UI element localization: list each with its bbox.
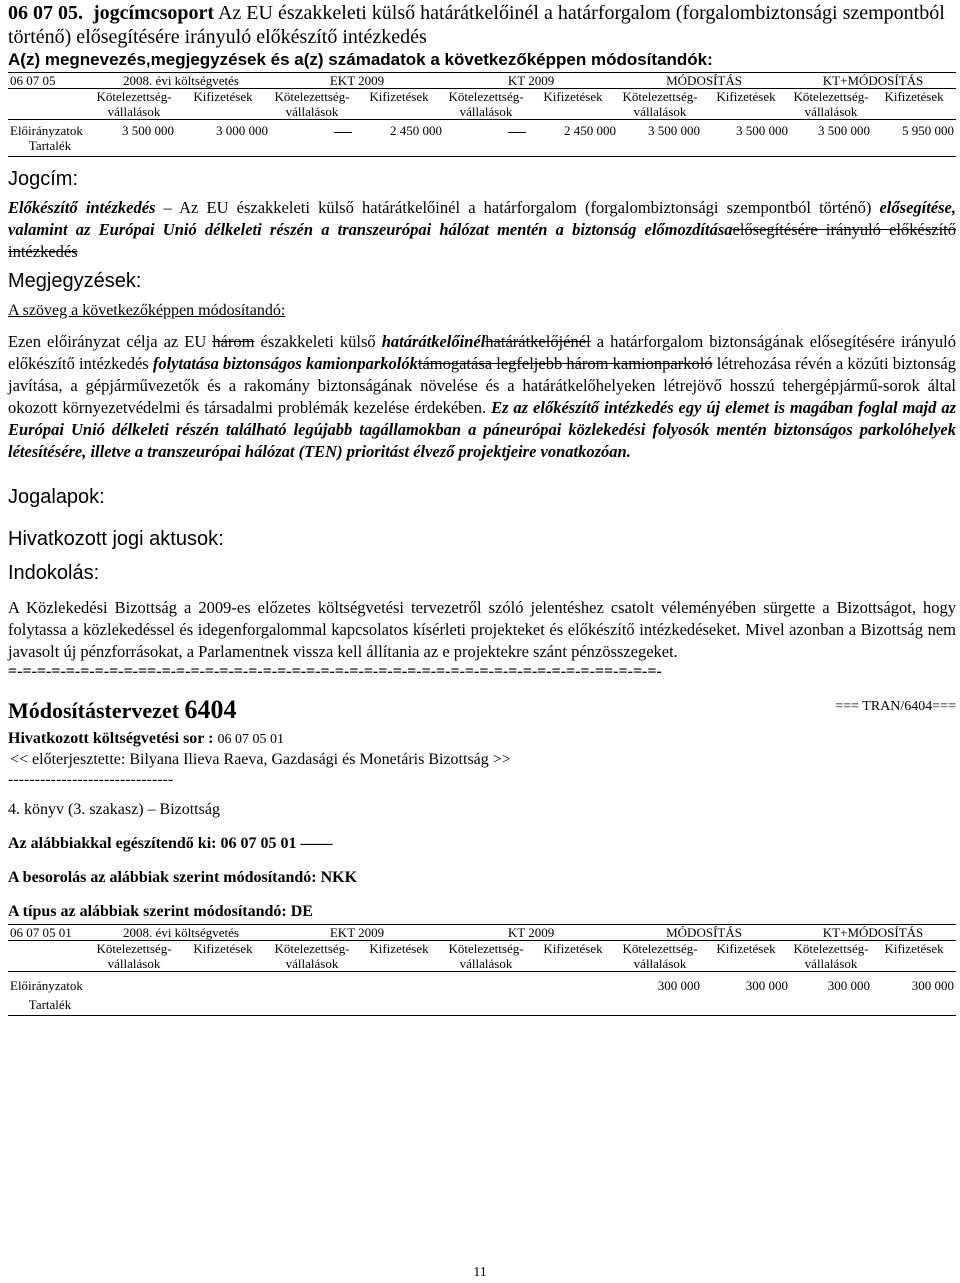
sub-header-payments: Kifizetések bbox=[193, 941, 253, 956]
section-jogalapok: Jogalapok: bbox=[8, 486, 105, 508]
type-line: A típus az alábbiak szerint módosítandó: DE bbox=[8, 903, 313, 920]
remarks-part: a határforgalom biztonságának elősegítésére irányuló előkészítő intézkedés bbox=[8, 332, 956, 373]
dash-cell bbox=[270, 120, 354, 139]
col-group-ktmod: KT+MÓDOSÍTÁS bbox=[790, 73, 956, 89]
heading-code: 06 07 05. bbox=[8, 2, 83, 24]
value-cell: 300 000 bbox=[827, 978, 871, 993]
sub-header-commitments: Kötelezettség-vállalások bbox=[96, 89, 172, 119]
remarks-part: létrehozása révén a közúti biztonság javítása, a gépjárművezetők és a rakomány biztonságának növelése és a határátkelőhelyeken létrejövő hosszú tehergépjármű-sorok által okozott környezetvédelmi és társadalmi problémák kezelése érdekében. bbox=[8, 354, 956, 417]
sub-header-commitments: Kötelezettség-vállalások bbox=[622, 941, 698, 971]
heading-subtitle: A(z) megnevezés,megjegyzések és a(z) számadatok a következőképpen módosítandók: bbox=[8, 50, 713, 69]
sub-header-commitments: Kötelezettség-vállalások bbox=[96, 941, 172, 971]
sub-header-payments: Kifizetések bbox=[543, 941, 603, 956]
sub-header-payments: Kifizetések bbox=[369, 89, 429, 104]
book-section: 4. könyv (3. szakasz) – Bizottság bbox=[8, 801, 220, 818]
section-hivatkozott: Hivatkozott jogi aktusok: bbox=[8, 528, 224, 550]
sub-header-payments: Kifizetések bbox=[884, 941, 944, 956]
page-number: 11 bbox=[473, 1265, 487, 1280]
heading-title-bold: jogcímcsoport bbox=[93, 2, 215, 24]
col-group-ktmod: KT+MÓDOSÍTÁS bbox=[822, 925, 924, 940]
remarks-added: határátkelőinél bbox=[381, 332, 486, 351]
col-group-ekt: EKT 2009 bbox=[270, 73, 444, 89]
col-group-mod: MÓDOSÍTÁS bbox=[618, 73, 790, 89]
amendment-ref: === TRAN/6404=== bbox=[835, 699, 956, 714]
jogcim-added-text: elősegítése, valamint az Európai Unió délkeleti részén a transzeurópai hálózat mentén a biztonság előmozdítása bbox=[8, 198, 956, 239]
value-cell: 3 500 000 bbox=[122, 123, 174, 138]
amendment-number: 6404 bbox=[184, 695, 237, 724]
sub-header-payments: Kifizetések bbox=[543, 89, 603, 104]
sub-header-commitments: Kötelezettség-vállalások bbox=[274, 89, 350, 119]
col-group-kt: KT 2009 bbox=[444, 73, 618, 89]
col-group-mod: MÓDOSÍTÁS bbox=[666, 925, 742, 940]
value-cell: 3 500 000 bbox=[648, 123, 701, 138]
row-label-appropriations: Előirányzatok bbox=[10, 123, 83, 138]
table2-line-code: 06 07 05 01 bbox=[10, 925, 72, 940]
remarks-deleted: három bbox=[212, 332, 255, 351]
col-group-ekt: EKT 2009 bbox=[329, 925, 385, 940]
remarks-part: Ezen előirányzat célja az EU bbox=[8, 332, 213, 351]
remarks-intro: A szöveg a következőképpen módosítandó: bbox=[8, 302, 286, 319]
jogcim-normal: – Az EU északkeleti külső határátkelőinél a határforgalom (forgalombiztonsági szempontból történő) bbox=[155, 198, 880, 217]
budget-table-1 bbox=[8, 72, 956, 157]
budget-line-ref bbox=[8, 729, 956, 750]
row-label-reserve: Tartalék bbox=[28, 138, 72, 153]
budget-line-value: 06 07 05 01 bbox=[217, 732, 284, 747]
jogcim-text bbox=[8, 197, 956, 263]
col-group-2008: 2008. évi költségvetés bbox=[92, 73, 270, 89]
budget-item-heading bbox=[8, 0, 956, 49]
amendment-title: Módosítástervezet 6404 bbox=[8, 695, 237, 724]
value-cell: 3 000 000 bbox=[216, 123, 268, 138]
sub-header-commitments: Kötelezettség-vállalások bbox=[448, 89, 524, 119]
value-cell: 3 500 000 bbox=[818, 123, 871, 138]
remarks-deleted: határátkelőjénél bbox=[485, 332, 591, 351]
heading-title: Az EU északkeleti külső határátkelőinél a határforgalom (forgalombiztonsági szempontból történő) elősegítésére irányuló előkészítő intézkedés bbox=[8, 2, 945, 48]
dash-line: ------------------------------- bbox=[8, 771, 174, 788]
sub-header-commitments: Kötelezettség-vállalások bbox=[622, 89, 698, 119]
sub-header-payments: Kifizetések bbox=[716, 941, 776, 956]
section-jogcim: Jogcím: bbox=[8, 168, 79, 190]
row-label-appropriations: Előirányzatok bbox=[10, 978, 83, 993]
remarks-part: északkeleti külső bbox=[254, 332, 382, 351]
row-label-reserve: Tartalék bbox=[28, 997, 72, 1012]
value-cell: 2 450 000 bbox=[390, 123, 443, 138]
section-megjegyzesek: Megjegyzések: bbox=[8, 270, 142, 292]
sub-header-commitments: Kötelezettség-vállalások bbox=[793, 89, 869, 119]
section-indokolas: Indokolás: bbox=[8, 562, 100, 584]
remarks-added: Ez az előkészítő intézkedés egy új elemet is magában foglal majd az Európai Unió délkeleti részén található legújabb tagállamokban a páneurópai közlekedési folyosók mentén biztonságos parkolóhelyek létesítésére, illetve a transzeurópai hálózat (TEN) prioritást élvező projektjeire vonatkozóan. bbox=[8, 398, 956, 461]
remarks-text bbox=[8, 331, 956, 463]
value-cell: 300 000 bbox=[911, 978, 955, 993]
amendment-header bbox=[8, 695, 956, 725]
col-group-2008: 2008. évi költségvetés bbox=[123, 925, 239, 940]
sub-header-commitments: Kötelezettség-vállalások bbox=[793, 941, 869, 971]
document-page bbox=[8, 0, 956, 1016]
jogcim-deleted-text: elősegítésére irányuló előkészítő intézkedés bbox=[8, 220, 956, 261]
dash-cell bbox=[444, 120, 528, 139]
value-cell: 3 500 000 bbox=[736, 123, 789, 138]
sub-header-payments: Kifizetések bbox=[193, 89, 253, 104]
sub-header-commitments: Kötelezettség-vállalások bbox=[448, 941, 524, 971]
value-cell: 5 950 000 bbox=[902, 123, 955, 138]
sub-header-commitments: Kötelezettség-vállalások bbox=[274, 941, 350, 971]
add-line: Az alábbiakkal egészítendő ki: 06 07 05 01 —— bbox=[8, 835, 333, 852]
tabled-by: << előterjesztette: Bilyana Ilieva Raeva, Gazdasági és Monetáris Bizottság >> bbox=[10, 751, 511, 768]
budget-table-2 bbox=[8, 924, 956, 1016]
classification-line: A besorolás az alábbiak szerint módosítandó: NKK bbox=[8, 869, 358, 886]
col-group-kt: KT 2009 bbox=[507, 925, 555, 940]
value-cell: 300 000 bbox=[657, 978, 701, 993]
separator-line: =-=-=-=-=-=-=-=-=-==-=-=-=-=-=-=-=-=-=-=-=-=-=-=-=-=-=-=-=-=-=-=-=-=-=-=-=-=-=-=-==-=-=-=- bbox=[8, 663, 662, 680]
sub-header-payments: Kifizetések bbox=[369, 941, 429, 956]
justification-text: A Közlekedési Bizottság a 2009-es előzetes költségvetési tervezetről szóló jelentéshez csatolt véleményében sürgette a Bizottságot, hogy folytassa a közlekedéssel és idegenforgalommal kapcsolatos kísérleti projekteket és előkészítő intézkedéseket. Mivel azonban a Bizottság nem javasolt új pénzforrásokat, a Parlamentnek vissza kell állítania az e projektekre szánt pénzösszegeket. bbox=[8, 598, 956, 661]
sub-header-payments: Kifizetések bbox=[884, 89, 944, 104]
jogcim-bold-italic: Előkészítő intézkedés bbox=[8, 198, 156, 217]
value-cell: 300 000 bbox=[745, 978, 789, 993]
value-cell: 2 450 000 bbox=[564, 123, 617, 138]
table1-line-code: 06 07 05 bbox=[8, 73, 92, 89]
remarks-added: folytatása biztonságos kamionparkolók bbox=[152, 354, 418, 373]
sub-header-payments: Kifizetések bbox=[716, 89, 776, 104]
budget-line-label: Hivatkozott költségvetési sor : bbox=[8, 730, 218, 747]
remarks-deleted: támogatása legfeljebb három kamionparkoló bbox=[417, 354, 713, 373]
